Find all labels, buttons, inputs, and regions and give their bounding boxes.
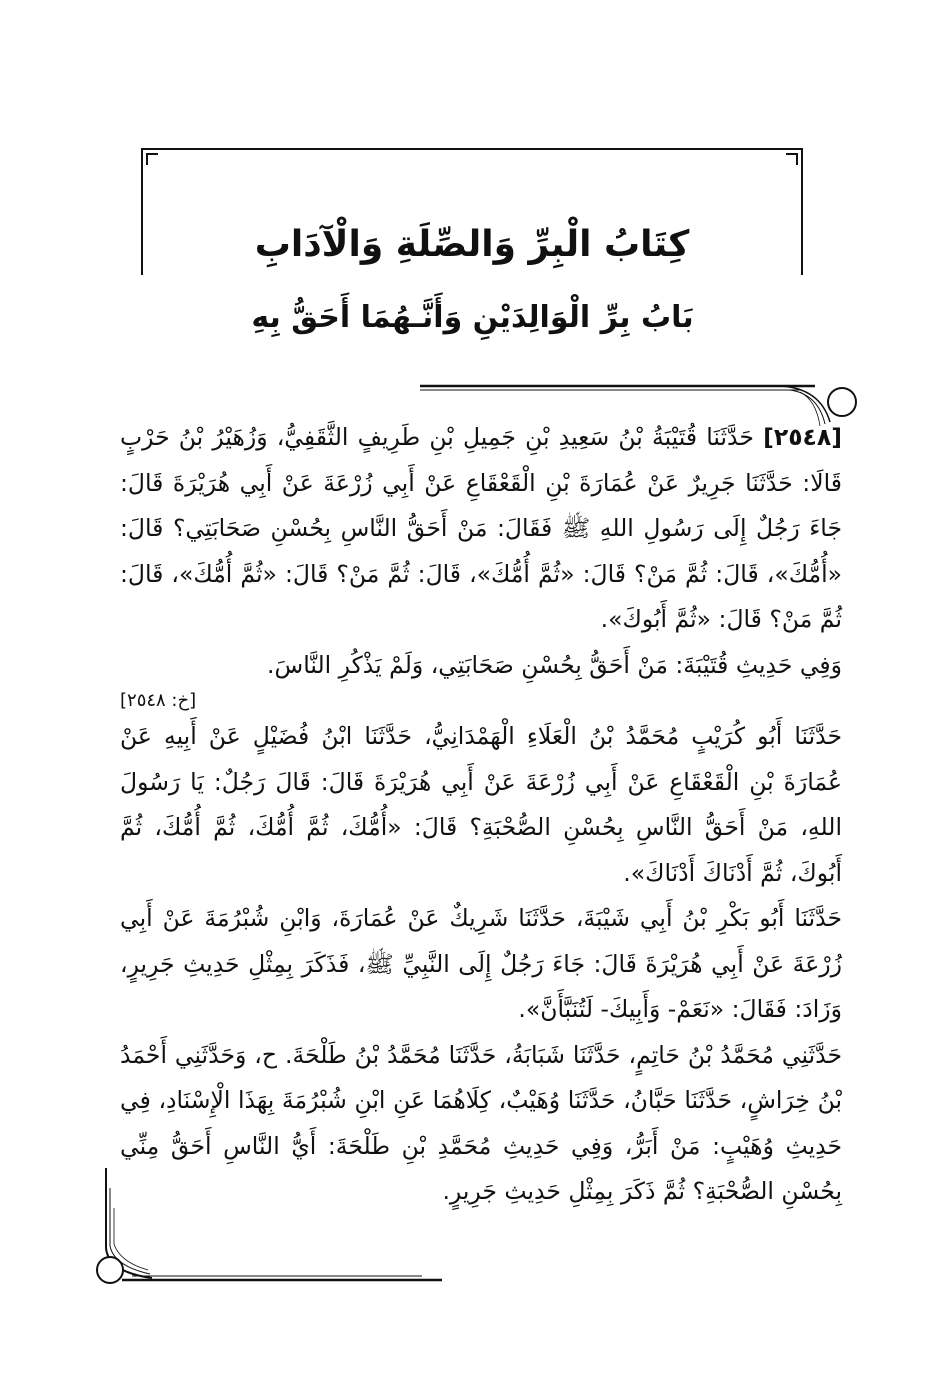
frame-corner-right bbox=[786, 153, 798, 165]
paragraph: حَدَّثَنَا أَبُو كُرَيْبٍ مُحَمَّدُ بْنُ الْعَلَاءِ الْهَمْدَانِيُّ، حَدَّثَنَا ابْنُ فُضَيْلٍ عَنْ أَبِيهِ عَنْ عُمَارَةَ بْنِ الْقَعْقَاعِ عَنْ أَبِي زُرْعَةَ عَنْ أَبِي هُرَيْرَةَ قَالَ: قَالَ رَجُلٌ: يَا رَسُولَ اللهِ، مَنْ أَحَقُّ النَّاسِ بِحُسْنِ الصُّحْبَةِ؟ قَالَ: «أُمُّكَ، ثُمَّ أُمُّكَ، ثُمَّ أُمُّكَ، ثُمَّ أَبُوكَ، ثُمَّ أَدْنَاكَ أَدْنَاكَ». bbox=[120, 722, 842, 887]
frame-corner-left bbox=[146, 153, 158, 165]
paragraph-text: حَدَّثَنَا قُتَيْبَةُ بْنُ سَعِيدِ بْنِ جَمِيلِ بْنِ طَرِيفٍ الثَّقَفِيُّ، وَزُهَيْرُ بْنُ حَرْبٍ قَالَا: حَدَّثَنَا جَرِيرٌ عَنْ عُمَارَةَ بْنِ الْقَعْقَاعِ عَنْ أَبِي زُرْعَةَ عَنْ أَبِي هُرَيْرَةَ قَالَ: جَاءَ رَجُلٌ إِلَى رَسُولِ اللهِ ﷺ فَقَالَ: مَنْ أَحَقُّ النَّاسِ بِحُسْنِ صَحَابَتِي؟ قَالَ: «أُمُّكَ»، قَالَ: ثُمَّ مَنْ؟ قَالَ: «ثُمَّ أُمُّكَ»، قَالَ: ثُمَّ مَنْ؟ قَالَ: «ثُمَّ أُمُّكَ»، قَالَ: ثُمَّ مَنْ؟ قَالَ: «ثُمَّ أَبُوكَ». bbox=[120, 423, 842, 633]
book-title: كِتَابُ الْبِرِّ وَالصِّلَةِ وَالْآدَابِ bbox=[254, 224, 690, 265]
paragraph bbox=[120, 415, 842, 643]
hadith-reference: [خ: ٢٥٤٨] bbox=[120, 690, 197, 711]
hadith-text bbox=[120, 415, 842, 1215]
paragraph: حَدَّثَنَا أَبُو بَكْرِ بْنُ أَبِي شَيْبَةَ، حَدَّثَنَا شَرِيكٌ عَنْ عُمَارَةَ، وَابْنِ شُبْرُمَةَ عَنْ أَبِي زُرْعَةَ عَنْ أَبِي هُرَيْرَةَ قَالَ: جَاءَ رَجُلٌ إِلَى النَّبِيِّ ﷺ، فَذَكَرَ بِمِثْلِ حَدِيثِ جَرِيرٍ، وَزَادَ: فَقَالَ: «نَعَمْ- وَأَبِيكَ- لَتُنَبَّأَنَّ». bbox=[120, 904, 842, 1023]
hadith-number: [٢٥٤٨] bbox=[763, 423, 842, 451]
chapter-title: بَابُ بِرِّ الْوَالِدَيْنِ وَأَنَّـهُمَا أَحَقُّ بِهِ bbox=[251, 300, 694, 335]
paragraph: حَدَّثَنِي مُحَمَّدُ بْنُ حَاتِمٍ، حَدَّثَنَا شَبَابَةُ، حَدَّثَنَا مُحَمَّدُ بْنُ طَلْحَةَ. ح، وَحَدَّثَنِي أَحْمَدُ بْنُ خِرَاشٍ، حَدَّثَنَا حَبَّانُ، حَدَّثَنَا وُهَيْبٌ، كِلَاهُمَا عَنِ ابْنِ شُبْرُمَةَ بِهَذَا الْإِسْنَادِ، فِي حَدِيثِ وُهَيْبٍ: مَنْ أَبَرُّ، وَفِي حَدِيثِ مُحَمَّدِ بْنِ طَلْحَةَ: أَيُّ النَّاسِ أَحَقُّ مِنِّي بِحُسْنِ الصُّحْبَةِ؟ ثُمَّ ذَكَرَ بِمِثْلِ حَدِيثِ جَرِيرٍ. bbox=[120, 1040, 842, 1205]
paragraph: وَفِي حَدِيثِ قُتَيْبَةَ: مَنْ أَحَقُّ بِحُسْنِ صَحَابَتِي، وَلَمْ يَذْكُرِ النَّاسَ. bbox=[267, 650, 842, 679]
